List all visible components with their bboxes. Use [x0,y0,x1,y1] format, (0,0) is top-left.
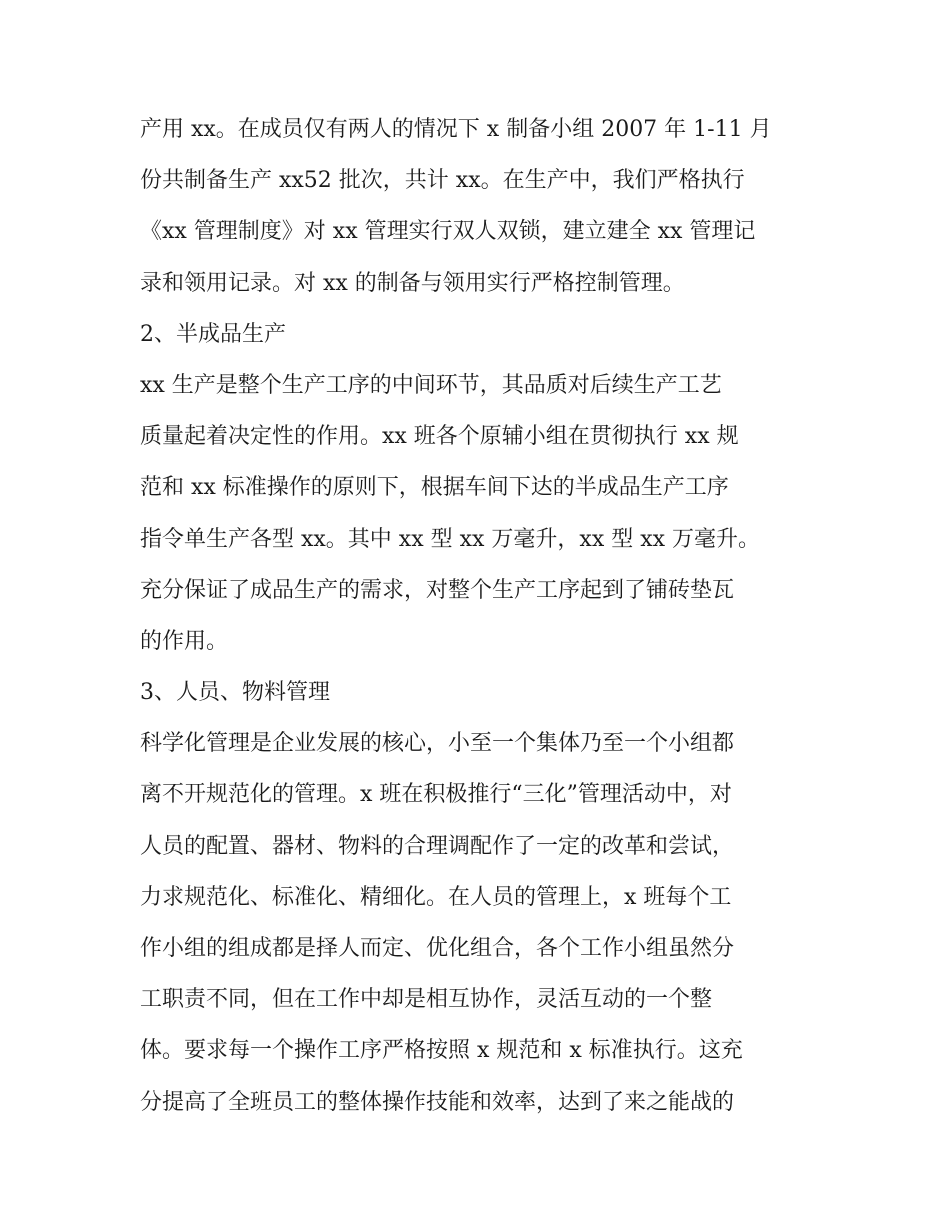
body-text [140,104,820,1128]
text-line: 分提高了全班员工的整体操作技能和效率，达到了来之能战的 [140,1089,735,1115]
text-line: 产用 xx。在成员仅有两人的情况下 x 制备小组 2007 年 1-11 月 [140,117,772,142]
text-line: 体。要求每一个操作工序严格按照 x 规范和 x 标准执行。这充 [140,1038,743,1064]
text-line: 人员的配置、器材、物料的合理调配作了一定的改革和尝试， [140,833,735,859]
text-line: 《xx 管理制度》对 xx 管理实行双人双锁，建立建全 xx 管理记 [140,219,756,245]
section-heading: 2、半成品生产 [140,321,286,347]
text-line: 力求规范化、标准化、精细化。在人员的管理上，x 班每个工 [140,884,732,910]
text-line: 工职责不同，但在工作中却是相互协作，灵活互动的一个整 [140,987,713,1013]
text-line: xx 生产是整个生产工序的中间环节，其品质对后续生产工艺 [140,372,722,398]
text-line: 指令单生产各型 xx。其中 xx 型 xx 万毫升，xx 型 xx 万毫升。 [140,526,761,552]
section-heading: 3、人员、物料管理 [140,680,330,706]
text-line: 录和领用记录。对 xx 的制备与领用实行严格控制管理。 [140,270,685,296]
text-line: 离不开规范化的管理。x 班在积极推行“三化”管理活动中，对 [140,782,732,808]
text-line: 充分保证了成品生产的需求，对整个生产工序起到了铺砖垫瓦 [140,577,735,603]
text-line: 作小组的组成都是择人而定、优化组合，各个工作小组虽然分 [140,936,735,961]
text-line: 质量起着决定性的作用。xx 班各个原辅小组在贯彻执行 xx 规 [140,424,739,450]
text-line: 的作用。 [140,628,229,654]
text-line: 科学化管理是企业发展的核心，小至一个集体乃至一个小组都 [140,731,735,757]
text-line: 份共制备生产 xx52 批次，共计 xx。在生产中，我们严格执行 [140,168,745,194]
text-line: 范和 xx 标准操作的原则下，根据车间下达的半成品生产工序 [140,475,729,501]
